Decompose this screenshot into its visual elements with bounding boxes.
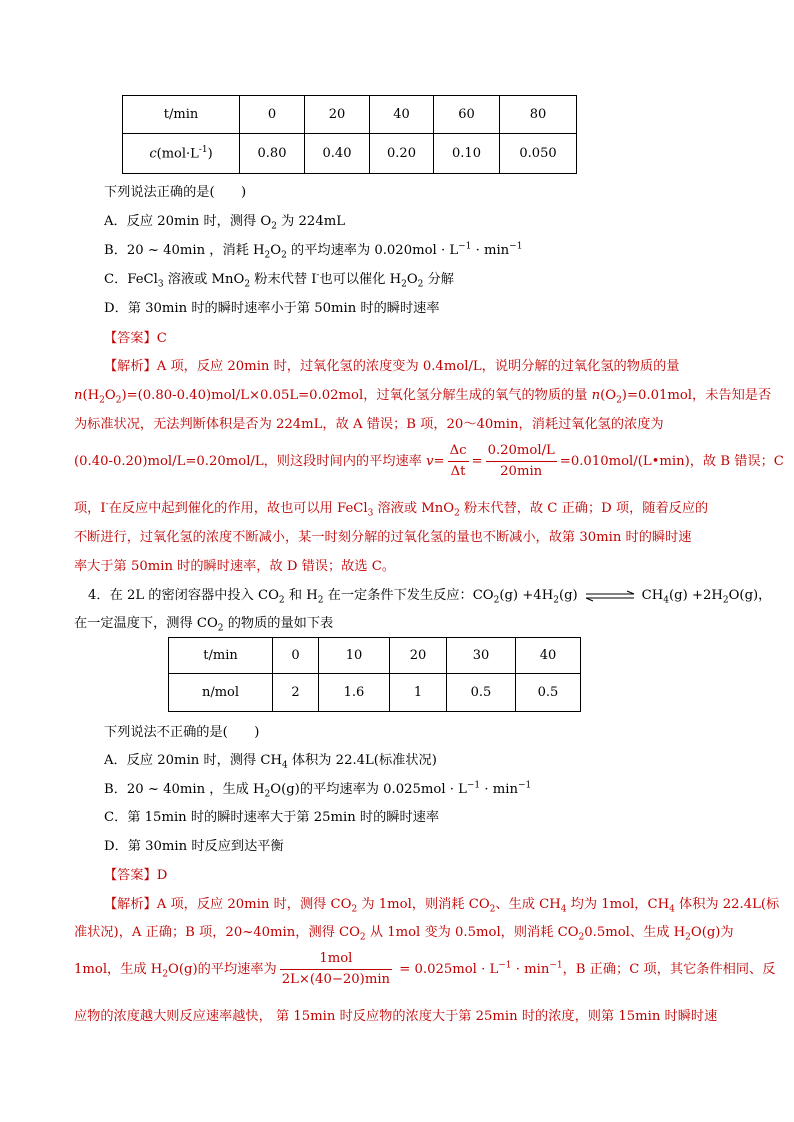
table-row-label: n/mol [169,674,273,712]
table-header-cell: 40 [370,96,434,134]
q4-option-d: D．第 30min 时反应到达平衡 [104,839,284,854]
q3-analysis-line: 【解析】A 项，反应 20min 时，过氧化氢的浓度变为 0.4mol/L，说明分解的过氧化氢的物质的量 [104,359,680,374]
fraction-rate: $\frac{\text{0.20mol/L}}{20\min}$ [487,443,555,479]
table-header-cell: 20 [390,638,447,674]
table-cell: 0.20 [370,134,434,174]
q3-analysis-line: 为标准状况，无法判断体积是否为 224mL，故 A 错误；B 项，20～40min，消耗过氧化氢的浓度为 [74,417,664,432]
table-row-label: $c(mol\cdot L^{-1})$ [123,134,240,174]
fraction-delta: $\frac{\Delta c}{\Delta t}$ [449,443,467,479]
q3-analysis-line: 项，I-在反应中起到催化的作用，故也可以用 FeCl$_3$ 溶液或 MnO$_2$ 粉末代替，故 C 正确；D 项，随着反应的 [74,499,709,519]
q4-analysis-line: 应物的浓度越大则反应速率越快， 第 15min 时反应物的浓度大于第 25min 时的浓度，则第 15min 时瞬时速 [74,1009,718,1024]
q3-data-table [122,95,577,174]
q4-analysis-line: 【解析】A 项，反应 20min 时，测得 $CO_2$ 为 1mol，则消耗 $CO_2$、生成 $CH_4$ 均为 1mol，$CH_4$ 体积为 22.4L(标 [104,897,780,915]
q4-option-c: C．第 15min 时的瞬时速率大于第 25min 时的瞬时速率 [104,810,440,825]
table-header-cell: t/min [123,96,240,134]
table-cell: 0.5 [516,674,581,712]
table-cell: 1 [390,674,447,712]
table-row [123,96,577,134]
q3-option-b: B．20 ~ 40min ，消耗 $H_2O_2$ 的平均速率为 $0.020mol \cdot L^{-1} \cdot \min^{-1}$ [104,241,523,261]
q3-analysis-line: 率大于第 50min 时的瞬时速率，故 D 错误；故选 C。 [74,559,395,574]
table-header-cell: 60 [434,96,500,134]
equilibrium-arrow-icon [584,590,636,602]
fraction-rate: $\frac{\text{1mol}}{2L\times(40-20)\min}$ [281,951,391,987]
q4-stem-line2: 在一定温度下，测得 $CO_2$ 的物质的量如下表 [74,616,334,634]
table-header-cell: 0 [273,638,319,674]
table-header-cell: 20 [305,96,370,134]
q4-analysis-line: 准状况)，A 正确；B 项，20~40min，测得 $CO_2$ 从 1mol 变为 0.5mol，则消耗 $CO_20.5mol$、生成 $H_2O(g)$为 [74,925,734,943]
q3-prompt: 下列说法正确的是( ) [104,185,247,200]
q3-option-c: C．FeCl$_3$ 溶液或 MnO$_2$ 粉末代替 I-也可以催化 $H_2O_2$ 分解 [104,270,454,290]
table-cell: 0.10 [434,134,500,174]
table-row [123,134,577,174]
table-cell: 0.050 [500,134,577,174]
table-cell: 0.40 [305,134,370,174]
q3-answer: 【答案】C [104,331,167,346]
table-row [169,638,581,674]
table-cell: 0.80 [240,134,305,174]
q3-analysis-line: (0.40-0.20)mol/L=0.20mol/L，则这段时间内的平均速率 v= $\frac{\Delta c}{\Delta t}$ = $\frac{\text{0.20mol/L}}{20\min}$ =0.010mol/(L•min)，故 B 错误；C [74,443,784,479]
q3-option-a: A．反应 20min 时，测得 $O_2$ 为 224mL [104,214,345,232]
q4-prompt: 下列说法不正确的是( ) [104,725,260,740]
table-header-cell: 30 [447,638,516,674]
q3-option-d: D．第 30min 时的瞬时速率小于第 50min 时的瞬时速率 [104,301,440,316]
q4-option-a: A．反应 20min 时，测得 $CH_4$ 体积为 22.4L(标准状况) [104,753,437,771]
q4-answer: 【答案】D [104,868,168,883]
table-cell: 2 [273,674,319,712]
table-cell: 1.6 [319,674,390,712]
q4-analysis-line: 1mol，生成 $H_2O(g)$的平均速率为 $\frac{\text{1mol}}{2L\times(40-20)\min}$ = $0.025mol \cdot L^{-1} \cdot \min^{-1}$，B 正确；C 项，其它条件相同、反 [74,951,776,987]
table-row [169,674,581,712]
q3-analysis-line: 不断进行，过氧化氢的浓度不断减小，某一时刻分解的过氧化氢的量也不断减小，故第 30min 时的瞬时速 [74,530,692,545]
table-header-cell: 10 [319,638,390,674]
table-cell: 0.5 [447,674,516,712]
q4-stem-line1: 4．在 2L 的密闭容器中投入 $CO_2$ 和 $H_2$ 在一定条件下发生反应：$CO_2(g) +4H_2(g)$ $CH_4(g) +2H_2O(g)$， [88,588,772,606]
table-header-cell: 0 [240,96,305,134]
q4-data-table [168,637,581,712]
q4-option-b: B．20 ~ 40min ，生成 $H_2O(g)$的平均速率为 $0.025mol \cdot L^{-1} \cdot \min^{-1}$ [104,780,532,800]
q3-analysis-line: $n(H_2O_2)=(0.80-0.40)mol/L\times 0.05L=0.02mol$，过氧化氢分解生成的氧气的物质的量 $n(O_2)=0.01mol$，未告知是否 [74,388,772,406]
table-header-cell: 80 [500,96,577,134]
table-header-cell: 40 [516,638,581,674]
table-header-cell: t/min [169,638,273,674]
